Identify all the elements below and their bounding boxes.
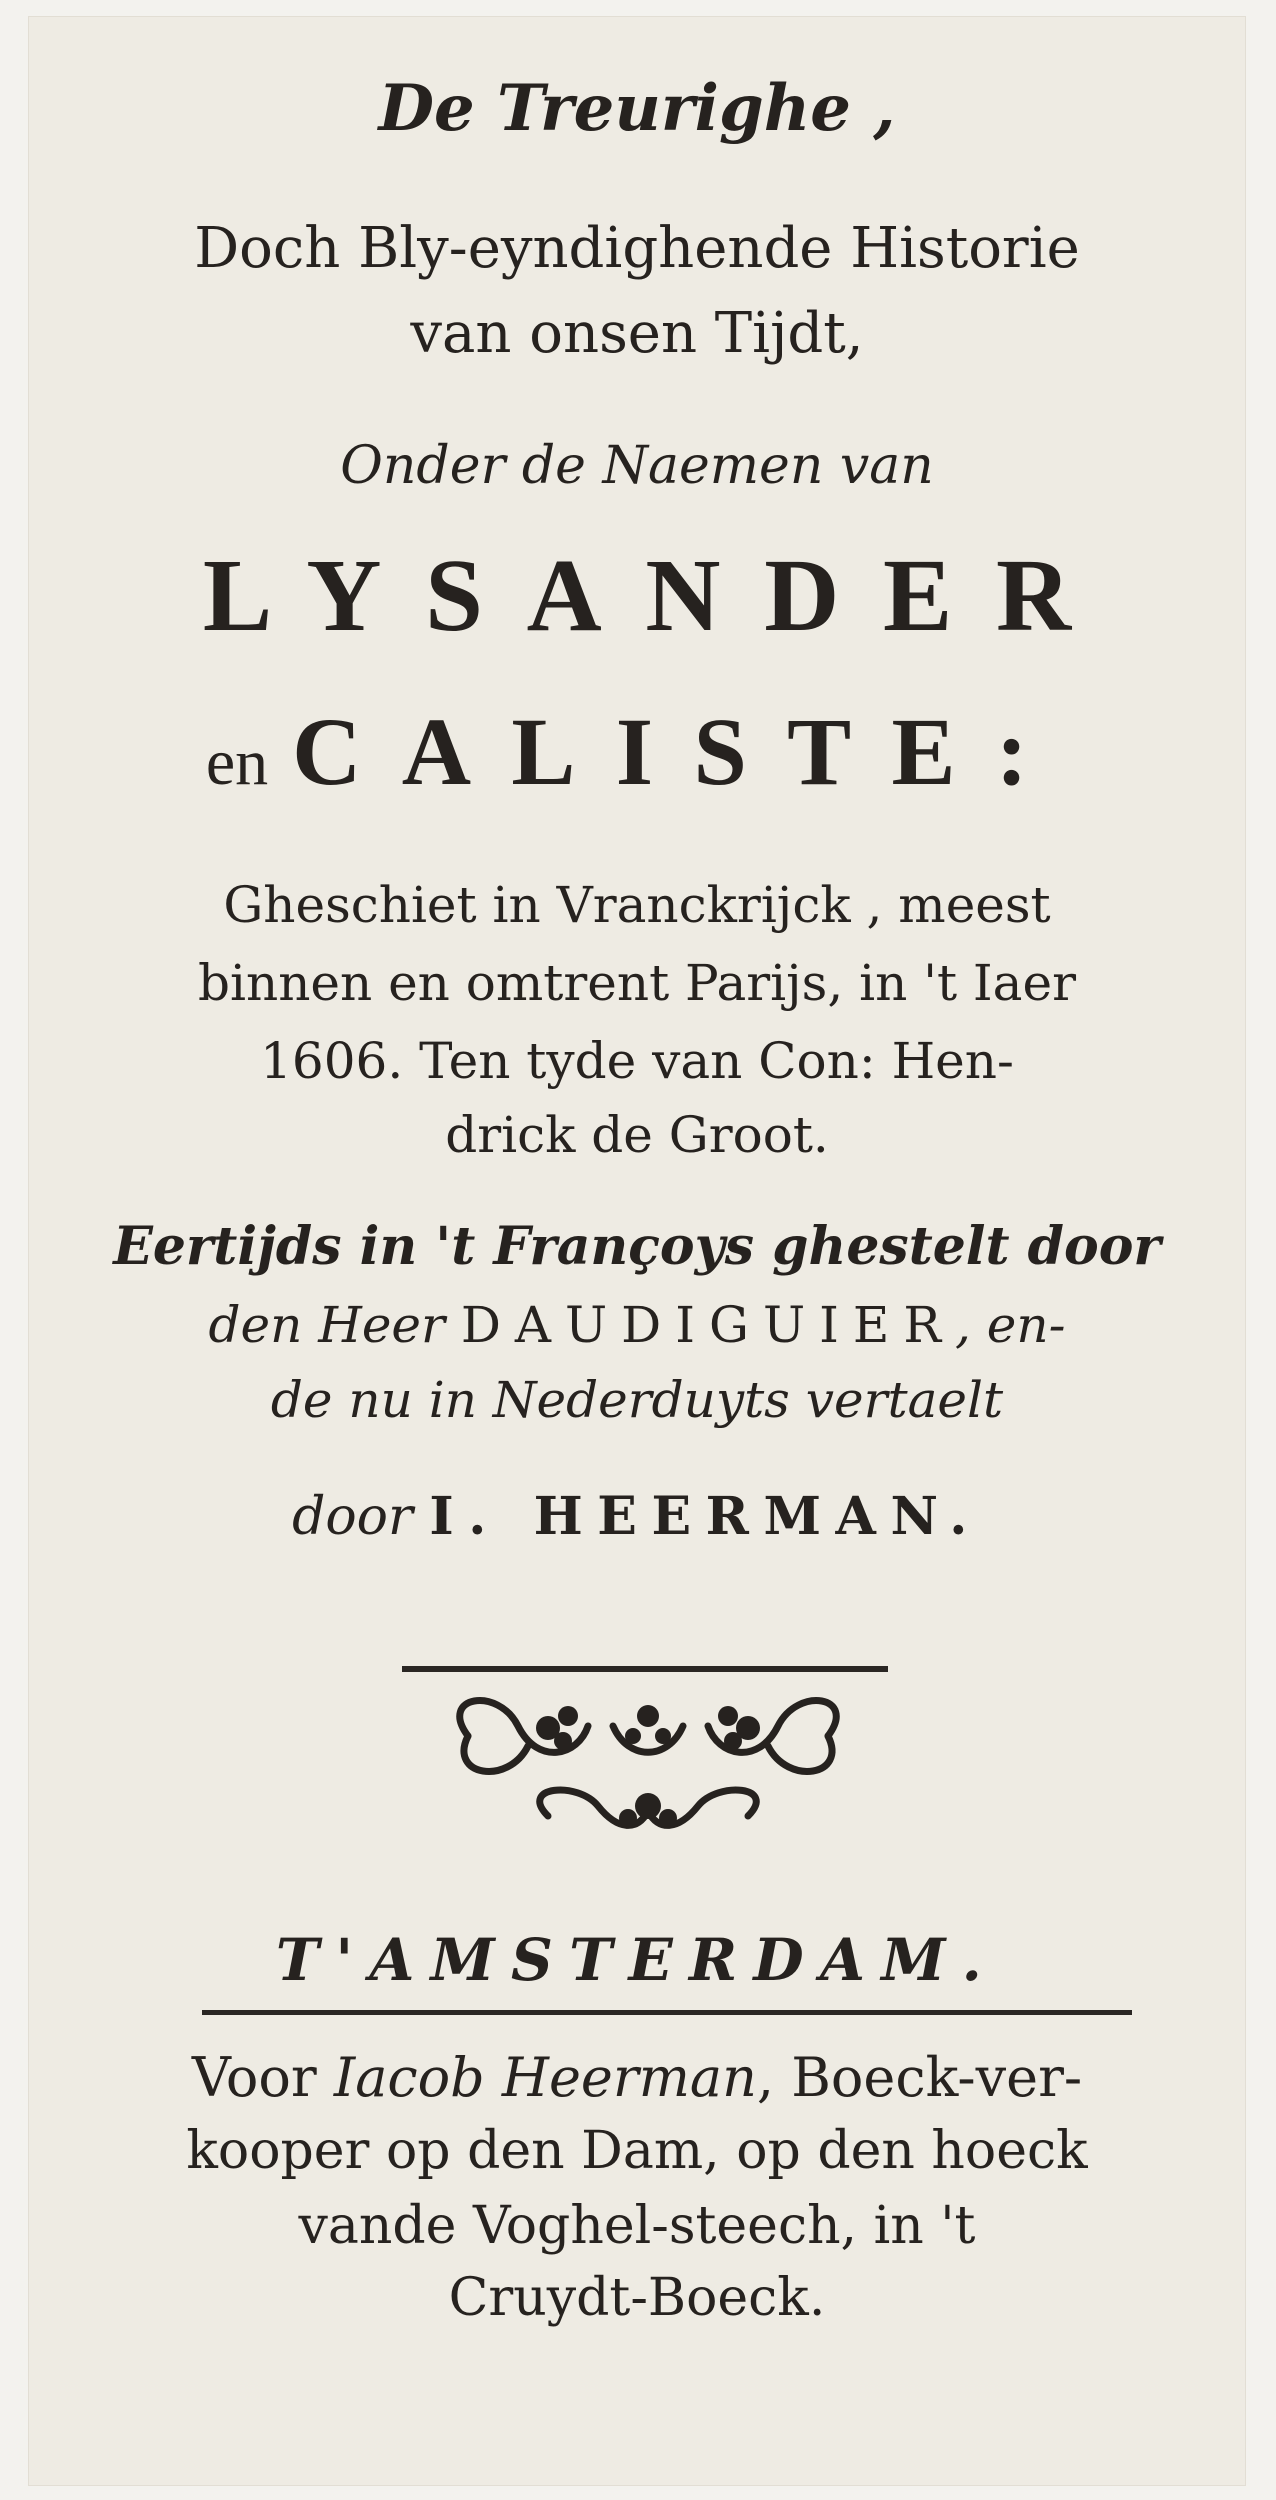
author-name: DAUDIGUIER [460, 1296, 955, 1354]
caliste-prefix: en [205, 726, 269, 799]
description-line-2: binnen en omtrent Parijs, in 't Iaer [198, 954, 1076, 1012]
imprint-line-2: kooper op den Dam, op den hoeck [186, 2121, 1088, 2181]
names-intro: Onder de Naemen van [340, 436, 934, 496]
title-page [28, 16, 1246, 2486]
imprint-rule [202, 2010, 1132, 2015]
place-of-publication: T'AMSTERDAM. [275, 1926, 999, 1994]
translation-line-1: Eertijds in 't Françoys ghestelt door [113, 1216, 1161, 1277]
floral-ornament-icon [428, 1686, 868, 1846]
subtitle-line-1: Doch Bly-eyndighende Historie [194, 216, 1080, 281]
imprint-line-1 [28, 2046, 1246, 2109]
ornament-rule [402, 1666, 888, 1672]
description-line-1: Gheschiet in Vranckrijck , meest [223, 876, 1051, 934]
lysander-title: LYSANDER [202, 538, 1115, 653]
translation-line-2c: , en- [954, 1296, 1066, 1354]
translator-name: I. HEERMAN. [429, 1486, 982, 1547]
translation-line-3: de nu in Nederduyts vertaelt [270, 1371, 1004, 1429]
imprint-line-4: Cruydt-Boeck. [448, 2268, 826, 2328]
imprint-line-3: vande Voghel-steech, in 't [298, 2196, 976, 2256]
translation-line-2 [28, 1296, 1246, 1354]
title-top: De Treurighe , [378, 71, 896, 146]
translation-line-2a: den Heer [208, 1296, 445, 1354]
caliste-title: CALISTE: [292, 698, 1069, 805]
caliste-title-line [28, 696, 1246, 816]
subtitle-line-2: van onsen Tijdt, [410, 301, 864, 366]
description-line-3: 1606. Ten tyde van Con: Hen- [260, 1032, 1014, 1090]
imprint-prefix: Voor [191, 2046, 317, 2109]
translator-prefix: door [292, 1487, 413, 1547]
imprint-line-1c: , Boeck-ver- [756, 2046, 1083, 2109]
publisher-name: Iacob Heerman [333, 2046, 757, 2109]
translator-line [28, 1486, 1246, 1547]
description-line-4: drick de Groot. [445, 1106, 829, 1164]
